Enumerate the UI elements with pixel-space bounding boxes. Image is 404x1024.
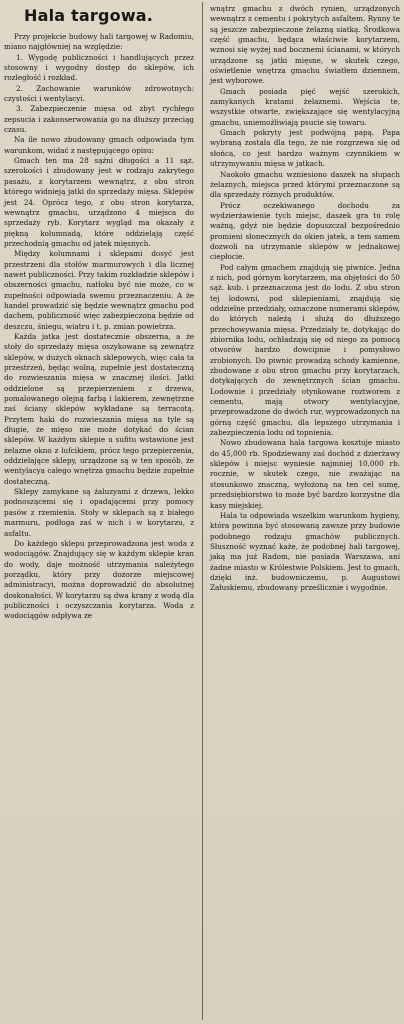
left-column xyxy=(0,0,198,1024)
paragraph: Prócz oczekiwanego dochodu za wydzierżawienie tych miejsc, daszek gra tu rolę ważną, gdyż nie będzie dopuszczał bezpośrednio promieni słonecznych do okien jatek, a tem samem dozwoli na utrzymanie sklepów w jednakowej ciepłocie. xyxy=(210,200,400,262)
paragraph: Gmach ten ma 28 sążni długości a 11 sąż. szerokości i zbudowany jest w rodzaju zakrytego pasażu, z korytarzem wewnątrz, z obu stron którego widnieją jatki do sprzedaży mięsa. Sklepów jest 24. Oprócz tego, z obu stron korytarza, wewnątrz gmachu, urządzono 4 miejsca do sprzedaży ryb. Korytarz wygląd ma okazały z piękną kolumnadą, które oddzielają część przechodnią gmachu od jatek mięsnych. xyxy=(4,156,194,248)
list-item-3: 3. Zabezpieczenie mięsa od zbyt rychłego zepsucia i zakonserwowania go na dłuższy przeciąg czasu. xyxy=(4,104,194,135)
paragraph: Gmach pokryty jest podwójną papą. Papa wybraną została dla tego, że nie rozgrzewa się od słońca, co jest bardzo ważnym czynnikiem w utrzymywaniu mięsa w jatkach. xyxy=(210,128,400,169)
intro-paragraph: Przy projekcie budowy hali targowej w Radomiu, miano najgłówniej na względzie: xyxy=(4,32,194,52)
paragraph: Do każdego sklepu przeprowadzona jest woda z wodociągów. Znajdujący się w każdym sklepie kran do wody, daje możność utrzymania należytego porządku, który przy dozorze miejscowej administracyi, można doprowadzić do absolutnej doskonałości. W korytarzu są dwa krany z wodą dla publiczności i oczyszczania korytarza. Woda z wodociągów odpływa ze xyxy=(4,538,194,621)
article-title: Hala targowa. xyxy=(24,6,154,25)
continued-paragraph: wnątrz gmachu z dwóch rynien, urządzonych wewnątrz z cementu i pokrytych asfaltem. Rynny te są jeszcze zabezpieczone żelazną siatką. Środkowa część gmachu, będąca właściwie korytarzem, wznosi się wyżej nad bocznemi ścianami, w których urządzone są jatki mięsne, w skutek czego, oświetlenie wnętrza gmachu światłem dziennem, jest wyborowe. xyxy=(210,4,400,86)
paragraph: Gmach posiada pięć wejść szerokich, zamykanych kratami żelaznemi. Wejścia te, wszystkie otwarte, zwiększające się wentylacyjną gmachu, uniemożliwiają psucie się towaru. xyxy=(210,86,400,127)
list-item-2: 2. Zachowanie warunków zdrowotnych: czystości i wentylacyi. xyxy=(4,83,194,104)
right-column xyxy=(206,0,404,1024)
paragraph: Między kolumnami i sklepami dosyć jest przestrzeni dla stołów marmurowych i dla licznej nawet publiczności. Przy takim rozkładzie sklepów i obszerności gmachu, natłoku być nie może, co w zupełności odpowiada swemu przeznaczeniu. A że handel prowadzić się będzie wewnątrz gmachu pod dachem, publiczność więc zabezpieczona będzie od deszczu, śniegu, wiatru i t. p. zmian powietrza. xyxy=(4,249,194,331)
paragraph: Na ile nowo zbudowany gmach odpowiada tym warunkom, widać z następującego opisu: xyxy=(4,135,194,155)
paragraph: Hala ta odpowiada wszelkim warunkom hygieny, która powinna być stosowaną zawsze przy budowie podobnego rodzaju gmachów publicznych. Słuszność wyznać każe, że podobnej hali targowej, jaką ma już Radom, nie posiada Warszawa, ani żadne miasto w Królestwie Polskiem. Jest to gmach, dzięki inż. budowniczemu, p. Augustowi Załuskiemu, zbudowany prześlicznie i wygodnie. xyxy=(210,510,400,593)
paragraph: Nowo zbudowana hala targowa kosztuje miasto do 45,000 rb. Spodziewany zaś dochód z dzierżawy sklepów i miejsc wyniesie najmniej 10,000 rb. rocznie, w skutek czego, nie zważając na stosunkowo znaczną, wyłożoną na ten cel sumę, przedsiębiorstwo to może być bardzo korzystne dla kasy miejskiej. xyxy=(210,438,400,510)
paragraph: Każda jatka jest dostatecznie obszerna, a że stoły do sprzedaży mięsa oszykowane są zewnątrz sklepów, w dużych oknach sklepowych, więc cała ta przestrzeń, będąc wolną, zupełnie jest dostateczną do rozwieszania mięsa w znacznej ilości. Jatki oddzielone są przepierzeniem z drzewa, pomalowanego olejną farbą i lakierem, zewnętrzne zaś ściany sklepów wykładane są terracotą. Przytem haki do rozwieszania mięsa na tyle są długie, że mięso nie może dotykać do ścian sklepów. W każdym sklepie u sufitu wstawione jest żelazne okno z lufcikiem, prócz tego przepierzenia, oddzielające sklepy, urządzone są w ten sposób, że wentylacya całego wnętrza gmachu będzie zupełnie dostateczną. xyxy=(4,331,194,486)
paragraph: Sklepy zamykane są żaluzyami z drzewa, lekko podnoszącemi się i opadającemi przy pomocy pasów z rzemienia. Stoły w sklepach są z białego marmuru, podłoga zaś w nich i w korytarzu, z asfaltu. xyxy=(4,487,194,538)
list-item-1: 1. Wygodę publiczności i handlujących przez stosowny i wygodny dostęp do sklepów, ich rozległość i rozkład. xyxy=(4,52,194,83)
column-divider xyxy=(202,2,203,1020)
paragraph: Pod całym gmachem znajdują się piwnice. Jedna z nich, pod górnym korytarzem, ma objętości do 50 sąż. kub. i przeznaczona jest do lodu. Z obu stron tej lodowni, pod sklepieniami, znajdują się oddzielne przedziały, oznaczone numerami sklepów, do których należą i służą do dłuższego przechowywania mięsa. Przedziały te, dotykając do zbiornika lodu, ochładzają się od niego za pomocą otworów bardzo dowcipnie i pomysłowo zrobionych. Do piwnic prowadzą schody kamienne, zbudowane z obu stron gmachu przy korytarzach, dotykających do zewnętrznych ścian gmachu. Lodownie i przedziały otynkowane roztworem z cementu, mają otwory wentylacyjne, przeprowadzone do dwóch rur, wyprowadzonych na górną część gmachu, dla lepszego utrzymania i zabezpieczenia lodu od topnienia. xyxy=(210,262,400,438)
paragraph: Naokoło gmachu wzniesiono daszek na słupach żelaznych, miejsca przed którymi przeznaczone są dla sprzedaży różnych produktów. xyxy=(210,169,400,200)
